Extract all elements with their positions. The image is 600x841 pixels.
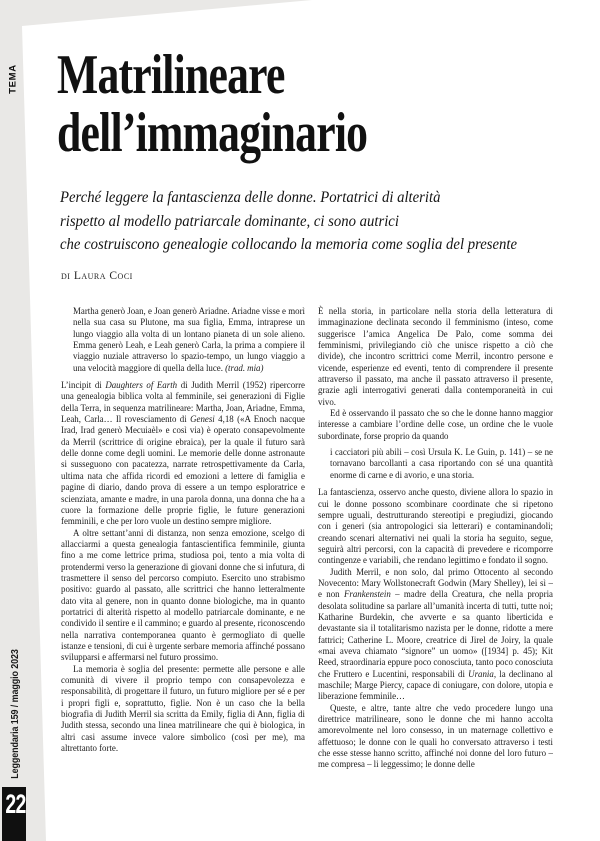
issue-label: Leggendaria 159 / maggio 2023	[9, 649, 21, 779]
paragraph: A oltre settant’anni di distanza, non senza emozione, scelgo di allacciarmi a questa genealogia fantascientifica femminile, giunta fino a me come lettrice prima, studiosa poi, tento a mia volta di protendermi verso la generazione di giovani donne che si infutura, di trasmettere il senso del percorso compiuto. Esercito uno strabismo positivo: guardo al passato, alle scrittrici che hanno letteralmente dato vita al genere, non in quanto donne biologiche, ma in quanto portatrici di alterità rispetto al modello patriarcale dominante, e ne condivido il sentire e il cammino; e guardo al presente, riconoscendo nella narrativa contemporanea quanto è germogliato di quelle istanze e tensioni, di cui è urgente serbare memoria affinché possano svilupparsi e affermarsi nel futuro prossimo.	[61, 527, 305, 663]
article-body	[61, 306, 553, 771]
paragraph: Ed è osservando il passato che so che le donne hanno maggior interesse a cambiare l’ordine delle cose, un ordine che le vuole subordinate, forse proprio da quando	[318, 408, 553, 441]
paragraph: La fantascienza, osservo anche questo, diviene allora lo spazio in cui le donne possono scombinare coordinate che si ripetono sempre uguali, destrutturando stereotipi e pregiudizi, giocando con i generi (sia antropologici sia letterari) e contaminandoli; creando scenari alternativi nei quali la storia ha seguito, segue, seguirà altri percorsi, con la capacità di prevedere e ricomporre contingenze e variabili, che rendano legittimo e fondato il sogno.	[318, 487, 553, 566]
column-right	[318, 306, 553, 771]
extract-quote: Martha generò Joan, e Joan generò Ariadne. Ariadne visse e morì nella sua casa su Plutone, ma sua figlia, Emma, intraprese un lungo viaggio alla volta di un lontano pianeta di un sole alieno. Emma generò Leah, e Leah generò Carla, la prima a compiere il viaggio nuziale attraverso lo spazio-tempo, un lungo viaggio a una velocità maggiore di quella della luce. (trad. mia)	[73, 306, 305, 373]
paragraph: La memoria è soglia del presente: permette alle persone e alle comunità di vivere il proprio tempo con consapevolezza e responsabilità, di progettare il futuro, un futuro migliore per sé e per i propri figli e, soprattutto, figlie. Non è un caso che la bella biografia di Judith Merril sia scritta da Emily, figlia di Ann, figlia di Judith stessa, secondo una linea matrilineare che qui è biologica, in altri casi assume invece valore simbolico (così per me), ma altrettanto forte.	[61, 663, 305, 754]
column-left	[61, 306, 305, 771]
title-line-1: Matrilineare	[57, 44, 285, 106]
title-line-2: dell’immaginario	[57, 102, 368, 164]
standfirst-line-1: Perché leggere la fantascienza delle donne. Portatrici di alterità	[60, 189, 441, 206]
standfirst-line-2: rispetto al modello patriarcale dominante, ci sono autrici	[60, 212, 399, 230]
paragraph: Judith Merril, e non solo, dal primo Ottocento al secondo Novecento: Mary Wollstonecraft Godwin (Mary Shelley), lei sì – e non Frankenstein – madre della Creatura, che nella propria desolata solitudine sa parlare all’umanità incerta di tutti, tutte noi; Katharine Burdekin, che avverte e sa quanto liberticida e devastante sia il totalitarismo nazista per le donne, ridotte a mere fattrici; Catherine L. Moore, creatrice di Jirel de Joiry, la quale «mai aveva chiamato “signore” un uomo» ([1934] p. 45); Kit Reed, straordinaria eppure poco conosciuta, tanto poco conosciuta che Fruttero e Lucentini, responsabili di Urania, la declinano al maschile; Marge Piercy, capace di coniugare, con dolore, utopia e liberazione femminile…	[318, 566, 553, 702]
paragraph: L’incipit di Daughters of Earth di Judith Merril (1952) ripercorre una genealogia biblica volta al femminile, sei generazioni di Figlie della Terra, in sequenza matrilineare: Martha, Joan, Ariadne, Emma, Leah, Carla… Il rovesciamento di Genesi 4,18 («A Enoch nacque Irad, Irad generò Mecuiaèl» e così via) è operato consapevolmente da Merril (scrittrice di origine ebraica), per la quale il futuro sarà delle donne come degli uomini. Le memorie delle donne astronaute si susseguono con pacatezza, narrate retrospettivamente da Carla, ultima nata che affida ricordi ed emozioni a lettere di famiglia e pagine di diario, dando prova di essere a un tempo esploratrice e scienziata, amante e madre, in una parola donna, una donna che ha a cuore la formazione delle proprie figlie, le future generazioni femminili, e che per loro vuole un destino sempre migliore.	[61, 380, 305, 527]
section-label: TEMA	[7, 64, 19, 94]
byline: di Laura Coci	[61, 270, 133, 282]
paragraph: È nella storia, in particolare nella storia della letteratura di immaginazione declinata secondo il femminismo (inteso, come suggerisce l’amica Angelica De Palo, come somma dei femminismi, privilegiando ciò che unisce rispetto a ciò che divide), che incontro scrittrici come Merril, incontro persone e vicende, esperienze ed eventi, tento di comprendere il presente attraverso il passato, ma anche il passato attraverso il presente, grazie agli interrogativi generati dalla contemporaneità in cui vivo.	[318, 306, 553, 407]
standfirst-line-3: che costruiscono genealogie collocando la memoria come soglia del presente	[60, 236, 518, 253]
standfirst	[60, 186, 517, 257]
paragraph: Queste, e altre, tante altre che vedo procedere lungo una direttrice matrilineare, sono le donne che mi hanno accolta amorevolmente nel loro consesso, in un maternage collettivo e affettuoso; le donne con le quali ho conversato attraverso i testi che esse stesse hanno scritto, affinché noi donne del loro futuro – me compresa – li leggessimo; le donne delle	[318, 702, 553, 770]
article-title	[57, 46, 367, 162]
page-number-box	[2, 787, 26, 841]
extract-quote: i cacciatori più abili – così Ursula K. Le Guin, p. 141) – se ne tornavano barcollanti a casa riportando con sé una quantità enorme di carne e di avorio, e una storia.	[330, 447, 553, 480]
page-number: 22	[5, 789, 26, 819]
